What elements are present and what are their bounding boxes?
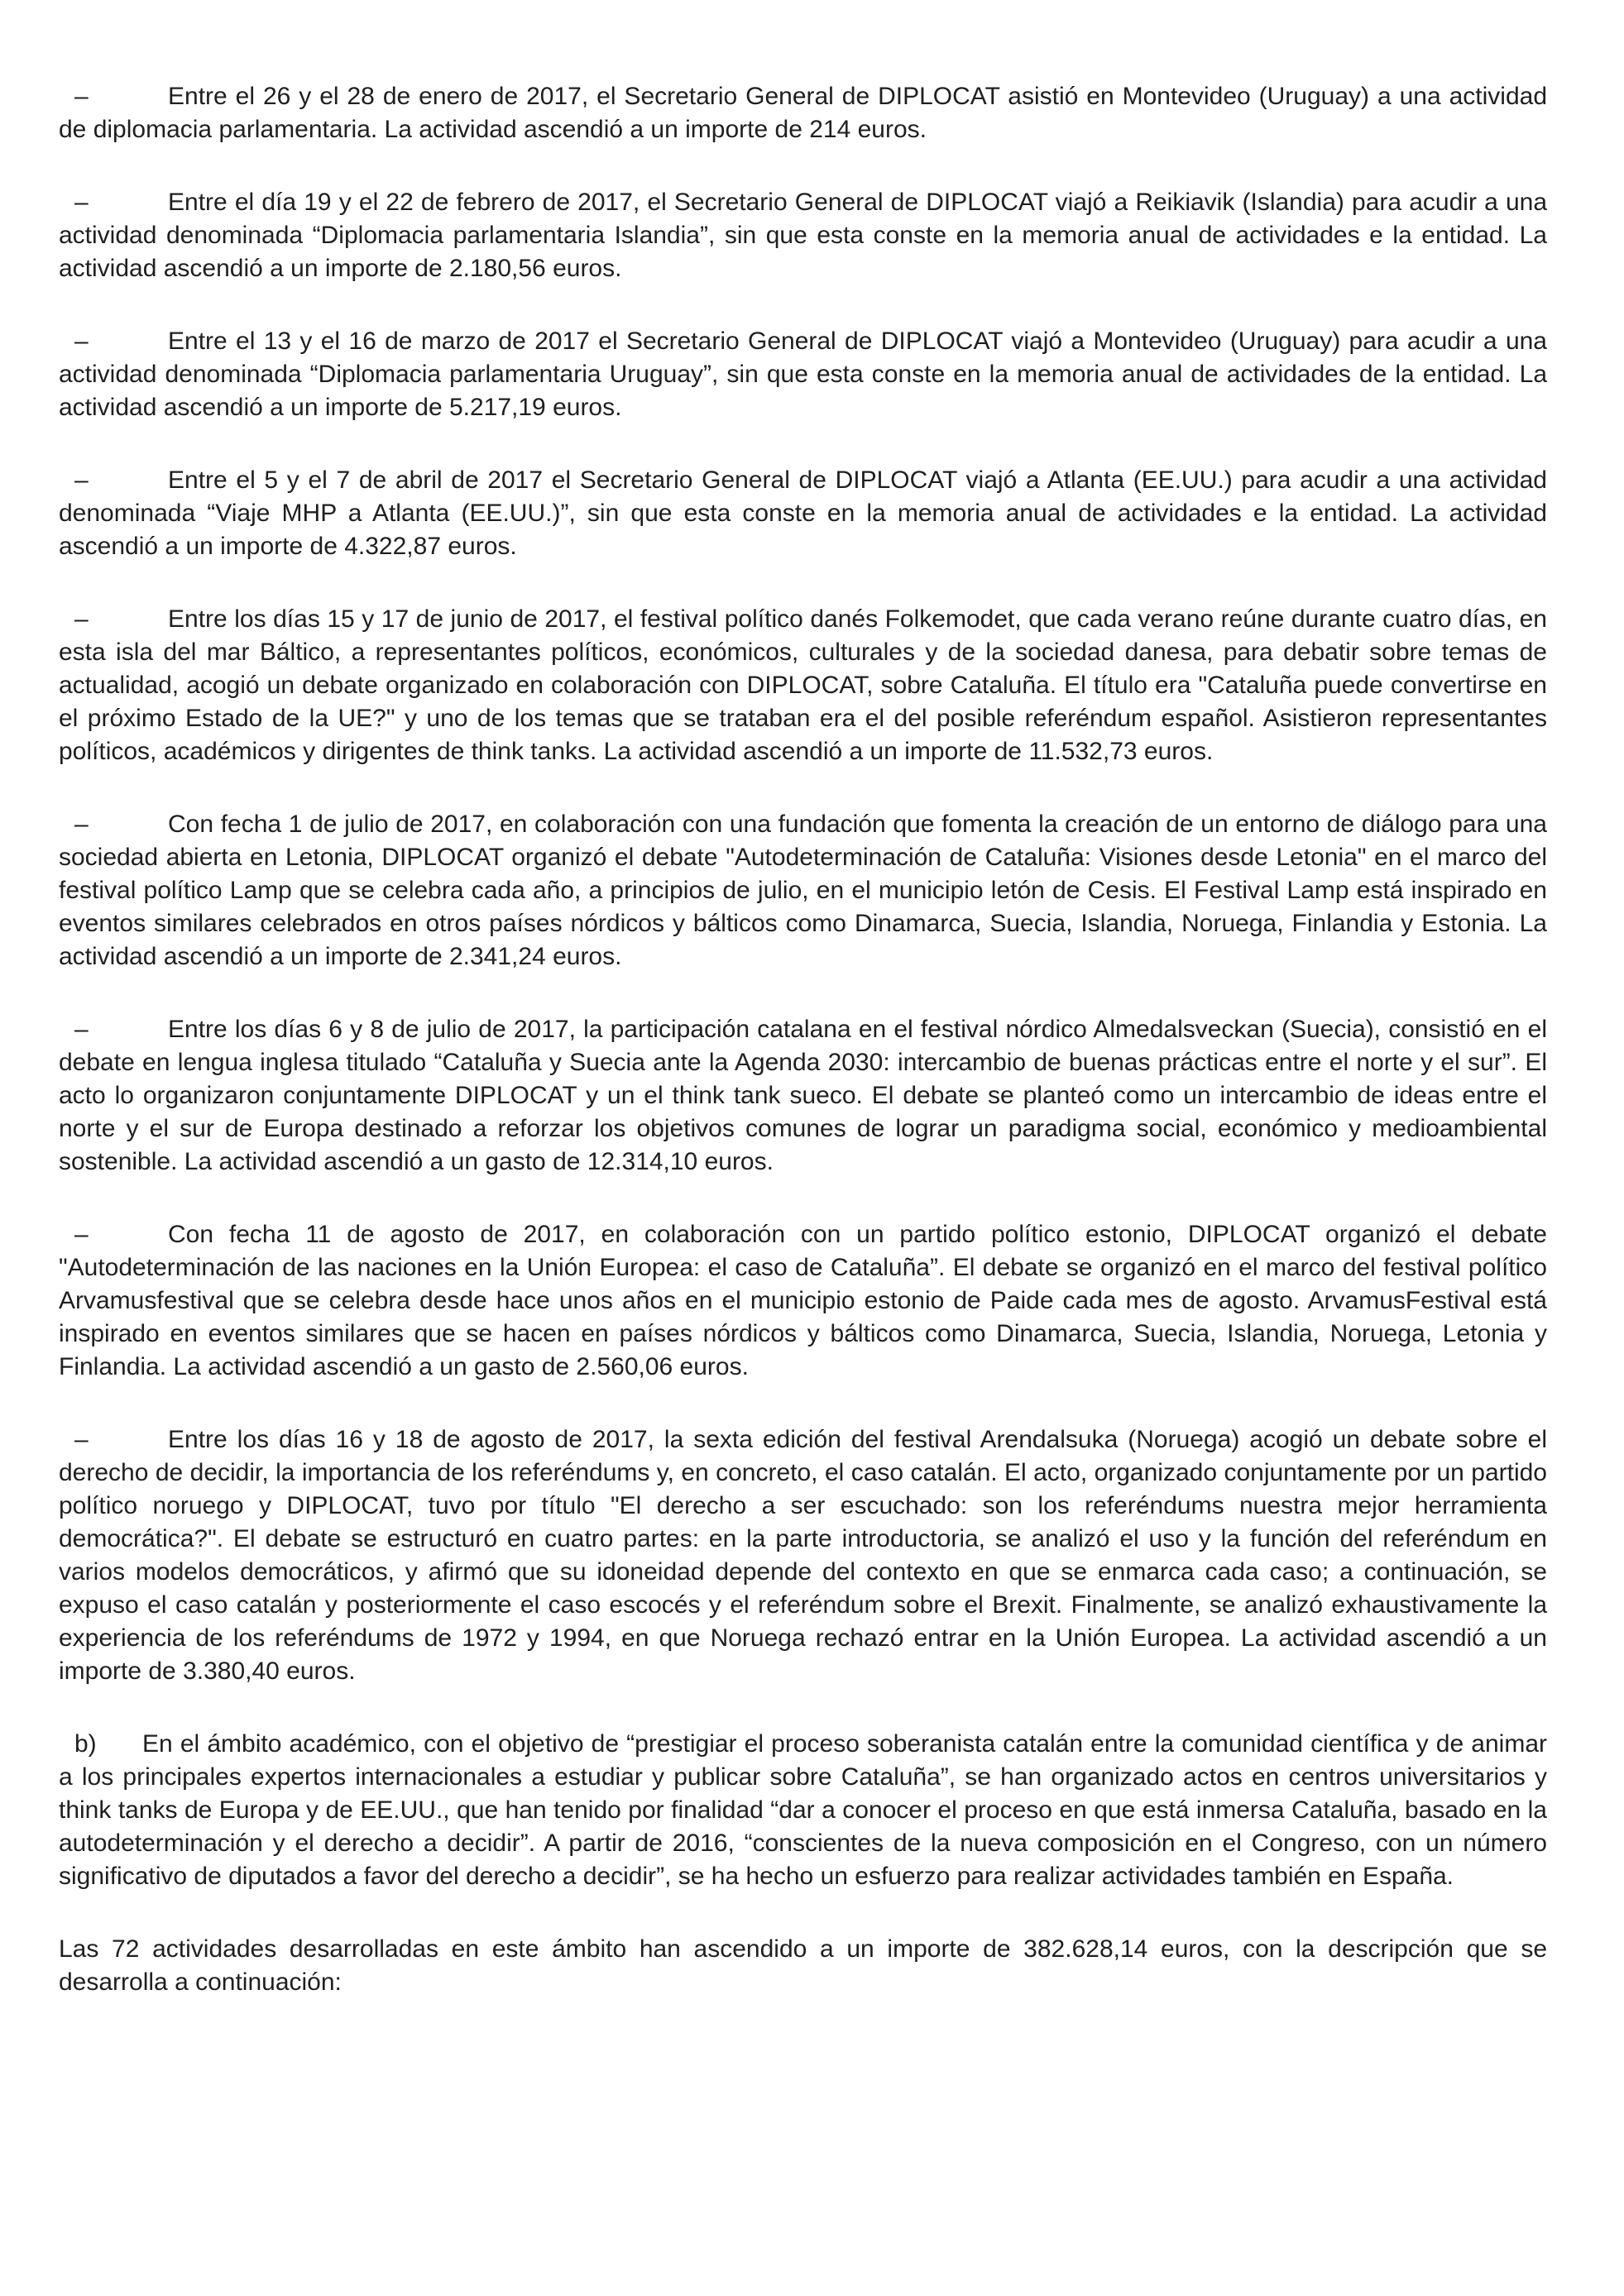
list-marker: – [74, 466, 89, 494]
paragraph-text: Las 72 actividades desarrolladas en este ámbito han ascendido a un importe de 382.628,14 euros, con la descripción que se desarrolla a continuación: [59, 1935, 1547, 1996]
paragraph [59, 1933, 1547, 1999]
list-marker: – [74, 605, 89, 633]
list-marker: – [74, 189, 89, 216]
list-marker: – [74, 811, 89, 838]
list-marker: – [74, 1426, 89, 1453]
paragraph [59, 603, 1547, 768]
paragraph-text: Entre el 5 y el 7 de abril de 2017 el Secretario General de DIPLOCAT viajó a Atlanta (EE.UU.) para acudir a una actividad denominada “Viaje MHP a Atlanta (EE.UU.)”, sin que esta conste en la memoria anual de actividades e la entidad. La actividad ascendió a un importe de 4.322,87 euros. [59, 466, 1547, 560]
paragraph [59, 464, 1547, 563]
paragraph-text: Entre el día 19 y el 22 de febrero de 2017, el Secretario General de DIPLOCAT viajó a Reikiavik (Islandia) para acudir a una actividad denominada “Diplomacia parlamentaria Islandia”, sin que esta conste en la memoria anual de actividades e la entidad. La actividad ascendió a un importe de 2.180,56 euros. [59, 189, 1547, 282]
list-marker: – [74, 328, 89, 355]
paragraph [59, 325, 1547, 424]
paragraph [59, 80, 1547, 146]
paragraph-text: Entre los días 6 y 8 de julio de 2017, la participación catalana en el festival nórdico Almedalsveckan (Suecia), consistió en el debate en lengua inglesa titulado “Cataluña y Suecia ante la Agenda 2030: intercambio de buenas prácticas entre el norte y el sur”. El acto lo organizaron conjuntamente DIPLOCAT y un el think tank sueco. El debate se planteó como un intercambio de ideas entre el norte y el sur de Europa destinado a reforzar los objetivos comunes de lograr un paradigma social, económico y medioambiental sostenible. La actividad ascendió a un gasto de 12.314,10 euros. [59, 1016, 1547, 1175]
paragraph-text: En el ámbito académico, con el objetivo de “prestigiar el proceso soberanista catalán entre la comunidad científica y de animar a los principales expertos internacionales a estudiar y publicar sobre Cataluña”, se han organizado actos en centros universitarios y think tanks de Europa y de EE.UU., que han tenido por finalidad “dar a conocer el proceso en que está inmersa Cataluña, basado en la autodeterminación y el derecho a decidir”. A partir de 2016, “conscientes de la nueva composición en el Congreso, con un número significativo de diputados a favor del derecho a decidir”, se ha hecho un esfuerzo para realizar actividades también en España. [59, 1730, 1547, 1890]
paragraph-text: Con fecha 11 de agosto de 2017, en colaboración con un partido político estonio, DIPLOCAT organizó el debate "Autodeterminación de las naciones en la Unión Europea: el caso de Cataluña”. El debate se organizó en el marco del festival político Arvamusfestival que se celebra desde hace unos años en el municipio estonio de Paide cada mes de agosto. ArvamusFestival está inspirado en eventos similares que se hacen en países nórdicos y bálticos como Dinamarca, Suecia, Islandia, Noruega, Letonia y Finlandia. La actividad ascendió a un gasto de 2.560,06 euros. [59, 1221, 1547, 1380]
list-marker: b) [74, 1730, 97, 1758]
paragraph-text: Entre los días 16 y 18 de agosto de 2017, la sexta edición del festival Arendalsuka (Noruega) acogió un debate sobre el derecho de decidir, la importancia de los referéndums y, en concreto, el caso catalán. El acto, organizado conjuntamente por un partido político noruego y DIPLOCAT, tuvo por título "El derecho a ser escuchado: son los referéndums nuestra mejor herramienta democrática?". El debate se estructuró en cuatro partes: en la parte introductoria, se analizó el uso y la función del referéndum en varios modelos democráticos, y afirmó que su idoneidad depende del contexto en que se enmarca cada caso; a continuación, se expuso el caso catalán y posteriormente el caso escocés y el referéndum sobre el Brexit. Finalmente, se analizó exhaustivamente la experiencia de los referéndums de 1972 y 1994, en que Noruega rechazó entrar en la Unión Europea. La actividad ascendió a un importe de 3.380,40 euros. [59, 1426, 1547, 1685]
paragraph [59, 186, 1547, 285]
paragraph [59, 1728, 1547, 1893]
list-marker: – [74, 1221, 89, 1248]
paragraph-text: Entre el 26 y el 28 de enero de 2017, el Secretario General de DIPLOCAT asistió en Montevideo (Uruguay) a una actividad de diplomacia parlamentaria. La actividad ascendió a un importe de 214 euros. [59, 83, 1547, 143]
paragraph [59, 808, 1547, 973]
paragraph [59, 1013, 1547, 1179]
paragraph-text: Entre el 13 y el 16 de marzo de 2017 el Secretario General de DIPLOCAT viajó a Montevideo (Uruguay) para acudir a una actividad denominada “Diplomacia parlamentaria Uruguay”, sin que esta conste en la memoria anual de actividades de la entidad. La actividad ascendió a un importe de 5.217,19 euros. [59, 328, 1547, 421]
paragraph-text: Con fecha 1 de julio de 2017, en colaboración con una fundación que fomenta la creación de un entorno de diálogo para una sociedad abierta en Letonia, DIPLOCAT organizó el debate "Autodeterminación de Cataluña: Visiones desde Letonia" en el marco del festival político Lamp que se celebra cada año, a principios de julio, en el municipio letón de Cesis. El Festival Lamp está inspirado en eventos similares celebrados en otros países nórdicos y bálticos como Dinamarca, Suecia, Islandia, Noruega, Finlandia y Estonia. La actividad ascendió a un importe de 2.341,24 euros. [59, 811, 1547, 970]
paragraph-text: Entre los días 15 y 17 de junio de 2017, el festival político danés Folkemodet, que cada verano reúne durante cuatro días, en esta isla del mar Báltico, a representantes políticos, económicos, culturales y de la sociedad danesa, para debatir sobre temas de actualidad, acogió un debate organizado en colaboración con DIPLOCAT, sobre Cataluña. El título era "Cataluña puede convertirse en el próximo Estado de la UE?" y uno de los temas que se trataban era el del posible referéndum español. Asistieron representantes políticos, académicos y dirigentes de think tanks. La actividad ascendió a un importe de 11.532,73 euros. [59, 605, 1547, 765]
list-marker: – [74, 1016, 89, 1043]
paragraph [59, 1423, 1547, 1688]
list-marker: – [74, 83, 89, 110]
paragraph [59, 1218, 1547, 1384]
paragraph-list [59, 80, 1547, 1999]
